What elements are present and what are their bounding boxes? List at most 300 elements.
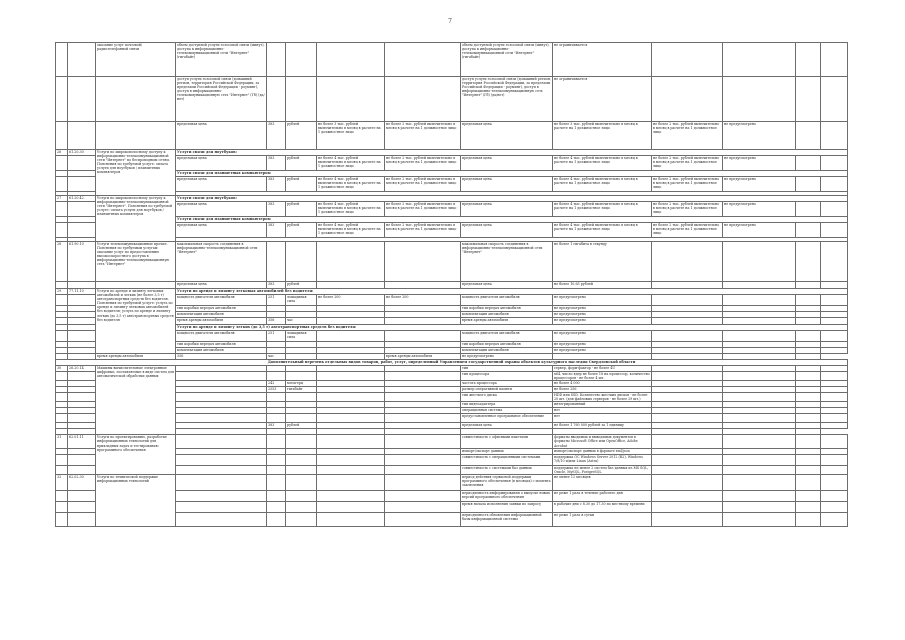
- table-cell: Услуги связи для ноутбуков:: [176, 196, 848, 202]
- table-cell: периодичность обновления информационной базы информационной системы: [461, 512, 553, 526]
- table-cell: [176, 435, 267, 448]
- table-cell: [652, 318, 723, 325]
- table-cell: [56, 512, 68, 526]
- table-cell: [821, 177, 848, 192]
- table-cell: рублей: [286, 223, 317, 238]
- table-cell: предельная цена: [176, 223, 267, 238]
- table-cell: x64, число ядер не более 18 на процессор, количество процессоров - не более 4 шт.: [554, 372, 650, 381]
- table-cell: [317, 414, 385, 423]
- table-row: [56, 242, 848, 282]
- table-cell: [68, 393, 96, 402]
- table-cell: период действия сервисной поддержки программного обеспечения (в месяцах) с момента заключения: [461, 474, 553, 490]
- table-cell: [385, 414, 461, 423]
- table-cell: не более 4 тыс. рублей включительно в месяц в расчете на 1 должностное лицо: [317, 156, 385, 171]
- table-cell: [821, 490, 848, 501]
- table-cell: нет: [553, 414, 652, 423]
- table-cell: [821, 435, 848, 448]
- table-cell: [56, 223, 68, 238]
- table-cell: 61.20.30: [68, 150, 96, 156]
- table-cell: [176, 501, 267, 512]
- table-cell: 62.02.30: [68, 474, 96, 490]
- table-cell: [317, 43, 385, 77]
- table-cell: не более 2 тыс. рублей включительно в месяц в расчете на 1 должностное лицо: [652, 156, 723, 171]
- table-cell: [286, 242, 317, 282]
- table-body: [56, 43, 848, 527]
- table-cell: [385, 43, 461, 77]
- table-cell: не более 4 тыс. рублей включительно в месяц в расчете на 1 должностное лицо: [317, 177, 385, 192]
- table-cell: [68, 372, 96, 381]
- table-cell: 27: [56, 196, 68, 202]
- table-cell: 383: [267, 223, 286, 238]
- table-cell: [68, 177, 96, 192]
- table-cell: нет: [553, 408, 652, 414]
- table-cell: не предусмотрено: [461, 354, 553, 360]
- table-cell: тип видеоадаптера: [461, 402, 553, 408]
- table-cell: [317, 454, 385, 465]
- table-cell: предельная цена: [176, 282, 267, 289]
- table-cell: 61.90.10: [68, 242, 96, 282]
- table-cell: предельная цена: [176, 122, 267, 150]
- table-cell: не более 2 тыс. рублей включительно в месяц в расчете на 1 должностное лицо: [385, 156, 461, 171]
- table-cell: [68, 122, 96, 150]
- table-cell: [56, 156, 68, 171]
- table-cell: [821, 372, 848, 381]
- table-cell: [385, 501, 461, 512]
- table-cell: [723, 501, 796, 512]
- table-cell: не более 200: [317, 295, 385, 306]
- table-cell: [267, 512, 286, 526]
- table-cell: не более 4 тыс. рублей включительно в месяц в расчете на 1 должностное лицо: [553, 177, 652, 192]
- table-cell: 356: [267, 318, 286, 325]
- table-cell: предустановленное программное обеспечение: [461, 414, 553, 423]
- table-cell: [796, 156, 821, 171]
- table-cell: [796, 474, 821, 490]
- table-cell: [176, 474, 267, 490]
- table-cell: [796, 295, 821, 306]
- table-cell: [56, 43, 68, 77]
- table-cell: [796, 372, 821, 381]
- table-cell: [652, 43, 723, 77]
- table-cell: тип: [461, 366, 553, 372]
- table-cell: тип коробки передач автомобиля: [176, 342, 267, 348]
- table-cell: не более 2 тыс. рублей включительно в месяц в расчете на 1 должностное лицо: [385, 122, 461, 150]
- table-cell: операционная система: [461, 408, 553, 414]
- table-cell: [796, 490, 821, 501]
- table-cell: [267, 77, 286, 122]
- table-cell: [652, 465, 723, 474]
- table-cell: 356: [176, 354, 267, 360]
- table-cell: 383: [267, 282, 286, 289]
- table-cell: [96, 77, 176, 122]
- table-cell: 77.11.10: [68, 289, 96, 295]
- table-cell: [56, 490, 68, 501]
- table-cell: [652, 490, 723, 501]
- table-cell: [286, 77, 317, 122]
- table-cell: не предусмотрено: [723, 202, 796, 217]
- table-cell: лошадиная сила: [286, 295, 317, 306]
- table-cell: [723, 490, 796, 501]
- table-cell: мощность двигателя автомобиля: [461, 295, 553, 306]
- table-cell: тип коробки передач автомобиля: [461, 342, 553, 348]
- table-cell: не ограничивается: [553, 43, 652, 77]
- table-cell: рублей: [286, 177, 317, 192]
- table-cell: не более 4 тыс. рублей включительно в месяц в расчете на 1 должностное лицо: [553, 202, 652, 217]
- table-cell: [56, 454, 68, 465]
- table-cell: не более 1 гигабита в секунду: [553, 242, 652, 282]
- table-cell: Машины вычислительные электронные цифровые, поставляемые в виде систем для автоматической обработки данных: [96, 366, 176, 435]
- table-cell: не более 200: [385, 295, 461, 306]
- table-cell: Услуги связи для планшетных компьютеров:: [176, 171, 848, 177]
- table-cell: [652, 454, 723, 465]
- table-cell: 383: [267, 423, 286, 429]
- table-cell: [68, 490, 96, 501]
- table-cell: [385, 282, 461, 289]
- table-cell: предельная цена: [461, 122, 553, 150]
- table-cell: мощность двигателя автомобиля: [461, 331, 553, 342]
- table-cell: [723, 318, 796, 325]
- table-cell: не менее 12 месяцев: [553, 474, 652, 490]
- table-cell: [267, 474, 286, 490]
- table-cell: [267, 435, 286, 448]
- table-cell: время аренды автомобиля: [385, 354, 461, 360]
- table-cell: [286, 512, 317, 526]
- table-cell: импорт/экспорт данных в формате xml/json: [553, 448, 652, 454]
- table-cell: 383: [267, 156, 286, 171]
- table-cell: [68, 465, 96, 474]
- table-cell: 32: [56, 474, 68, 490]
- table-cell: не более 4 тыс. рублей включительно в месяц в расчете на 1 должностное лицо: [553, 223, 652, 238]
- table-cell: не более 256: [553, 387, 652, 393]
- table-cell: [796, 414, 821, 423]
- table-cell: [821, 156, 848, 171]
- table-cell: мощность двигателя автомобиля: [176, 331, 267, 342]
- table-cell: [267, 465, 286, 474]
- table-cell: HDD или SSD. Количество жестких дисков - не более 20 шт. (для файловых серверов - не более 29 шт.): [553, 393, 652, 402]
- table-cell: [56, 282, 68, 289]
- table-cell: [821, 465, 848, 474]
- table-cell: Услуги по технической поддержке информационных технологий: [96, 474, 176, 526]
- table-cell: 30: [56, 366, 68, 372]
- table-cell: [796, 501, 821, 512]
- table-cell: [317, 393, 385, 402]
- table-cell: не предусмотрено: [553, 306, 652, 312]
- table-cell: [56, 295, 68, 306]
- table-cell: [56, 331, 68, 342]
- table-cell: [385, 512, 461, 526]
- table-cell: 383: [267, 202, 286, 217]
- table-cell: не более 2 тыс. рублей включительно в месяц в расчете на 1 должностное лицо: [652, 177, 723, 192]
- table-cell: 242: [267, 381, 286, 387]
- table-cell: [176, 512, 267, 526]
- table-cell: [821, 295, 848, 306]
- table-cell: [56, 202, 68, 217]
- table-cell: комплектация автомобиля: [176, 312, 267, 318]
- table-cell: [796, 177, 821, 192]
- table-cell: [96, 122, 176, 150]
- table-cell: комплектация автомобиля: [461, 348, 553, 354]
- table-row: [56, 122, 848, 150]
- table-cell: [723, 242, 796, 282]
- table-cell: поддержка ОС Windows Server 2012 (R2), Windows 7/8/10 и/или Linux (Astra): [553, 454, 652, 465]
- table-cell: [68, 331, 96, 342]
- table-cell: не более 2 тыс. рублей включительно в месяц в расчете на 1 должностное лицо: [385, 223, 461, 238]
- table-cell: 29: [56, 289, 68, 295]
- table-cell: Услуги связи для ноутбуков:: [176, 150, 848, 156]
- table-cell: предельная цена: [176, 202, 267, 217]
- table-cell: [385, 372, 461, 381]
- table-row: [56, 474, 848, 490]
- table-cell: Услуги связи для планшетных компьютеров:: [176, 217, 848, 223]
- table-cell: не предусмотрено: [553, 331, 652, 342]
- table-cell: [267, 501, 286, 512]
- table-cell: [796, 223, 821, 238]
- table-cell: не более 2 тыс. рублей включительно в месяц в расчете на 1 должностное лицо: [385, 177, 461, 192]
- table-cell: не более 4 000: [553, 381, 652, 387]
- table-cell: рублей: [286, 122, 317, 150]
- table-cell: [317, 465, 385, 474]
- table-cell: тип коробки передач автомобиля: [461, 306, 553, 312]
- table-cell: [821, 202, 848, 217]
- table-cell: не предусмотрено: [723, 156, 796, 171]
- table-cell: Услуги по широкополосному доступу к информационно-телекоммуникационной сети "Интернет". Пояснения по требуемой услуге: оплата услуги для ноутбуков / планшетных компьютеров: [96, 196, 176, 242]
- table-cell: тип коробки передач автомобиля: [176, 306, 267, 312]
- table-cell: [267, 454, 286, 465]
- table-cell: форматы вводимых и выводимых документов в форматы Microsoft Office или OpenOffice, Adobe Acrobat: [553, 435, 652, 448]
- table-cell: совместимость с системами баз данных: [461, 465, 553, 474]
- table-cell: [176, 465, 267, 474]
- table-cell: [286, 474, 317, 490]
- table-cell: Услуги по широкополосному доступу к информационно-телекоммуникационной сети "Интернет" по беспроводным сетям. Пояснения по требуемой услуге: оплата услуги для ноутбуков / планшетных компьютеров: [96, 150, 176, 196]
- table-cell: предельная цена: [461, 423, 553, 429]
- table-cell: время аренды автомобиля: [461, 318, 553, 325]
- table-cell: [267, 43, 286, 77]
- table-cell: не реже 1 раза в сутки: [553, 512, 652, 526]
- table-cell: мегагерц: [286, 381, 317, 387]
- table-cell: [56, 372, 68, 381]
- table-cell: [821, 77, 848, 122]
- table-cell: 26: [56, 150, 68, 156]
- table-cell: не более 3 тыс. рублей включительно в месяц в расчете на 1 должностное лицо: [317, 122, 385, 150]
- table-cell: [317, 490, 385, 501]
- table-cell: предельная цена: [461, 177, 553, 192]
- table-cell: предельная цена: [176, 156, 267, 171]
- table-cell: размер оперативной памяти: [461, 387, 553, 393]
- table-cell: [68, 282, 96, 289]
- table-cell: 31: [56, 435, 68, 448]
- table-cell: [286, 501, 317, 512]
- table-cell: [317, 474, 385, 490]
- table-cell: комплектация автомобиля: [461, 312, 553, 318]
- table-cell: [68, 156, 96, 171]
- table-cell: [796, 454, 821, 465]
- table-cell: [286, 43, 317, 77]
- table-cell: [317, 501, 385, 512]
- table-cell: [723, 77, 796, 122]
- table-cell: [267, 414, 286, 423]
- table-cell: [723, 393, 796, 402]
- table-cell: Дополнительный перечень отдельных видов товаров, работ, услуг, определенный Управлением государственной охраны объектов культурного наследия Свердловской области: [56, 360, 848, 366]
- table-cell: [821, 318, 848, 325]
- table-cell: [286, 414, 317, 423]
- table-cell: не предусмотрено: [553, 348, 652, 354]
- table-cell: 251: [267, 295, 286, 306]
- table-cell: не более 2 тыс. рублей включительно в месяц в расчете на 1 должностное лицо: [652, 122, 723, 150]
- table-cell: [821, 501, 848, 512]
- table-cell: не более 3 тыс. рублей включительно в месяц в расчете на 1 должностное лицо: [553, 122, 652, 150]
- table-cell: [317, 77, 385, 122]
- table-cell: [385, 242, 461, 282]
- table-cell: импорт/экспорт данных: [461, 448, 553, 454]
- table-cell: [723, 474, 796, 490]
- table-cell: в рабочие дни с 8.30 до 17.30 по местному времени: [553, 501, 652, 512]
- table-cell: не более 10,65 рублей: [553, 282, 652, 289]
- table-cell: [56, 465, 68, 474]
- table-cell: максимальная скорость соединения в информационно-телекоммуникационной сети "Интернет": [176, 242, 267, 282]
- table-cell: [286, 393, 317, 402]
- table-cell: оказание услуг почтовой/ радиотелефонной связи: [96, 43, 176, 77]
- table-cell: [821, 242, 848, 282]
- page-number: 7: [448, 18, 452, 25]
- table-cell: тип процессора: [461, 372, 553, 381]
- table-cell: [317, 242, 385, 282]
- table-cell: 61.20.42: [68, 196, 96, 202]
- table-cell: не предусмотрено: [723, 177, 796, 192]
- table-cell: [385, 490, 461, 501]
- table-cell: [56, 318, 68, 325]
- table-cell: [821, 331, 848, 342]
- table-cell: не более 2 тыс. рублей включительно в месяц в расчете на 1 должностное лицо: [652, 202, 723, 217]
- table-cell: [56, 77, 68, 122]
- table-cell: [821, 43, 848, 77]
- table-cell: [385, 318, 461, 325]
- table-cell: [652, 372, 723, 381]
- table-cell: [821, 454, 848, 465]
- table-cell: [68, 318, 96, 325]
- table-cell: [267, 242, 286, 282]
- table-cell: [796, 43, 821, 77]
- table-cell: [68, 414, 96, 423]
- table-cell: [652, 474, 723, 490]
- table-cell: предельная цена: [461, 156, 553, 171]
- table-cell: [821, 122, 848, 150]
- table-cell: периодичность информирования о выпуске новых версий программного обеспечения: [461, 490, 553, 501]
- table-cell: [317, 318, 385, 325]
- table-cell: совместимость с офисными пакетами: [461, 435, 553, 448]
- table-cell: [723, 282, 796, 289]
- table-cell: [286, 435, 317, 448]
- table-cell: [796, 465, 821, 474]
- table-cell: 383: [267, 177, 286, 192]
- table-row: [56, 43, 848, 77]
- table-cell: [796, 282, 821, 289]
- table-cell: мощность двигателя автомобиля: [176, 295, 267, 306]
- table-cell: [68, 202, 96, 217]
- table-cell: предельная цена: [461, 223, 553, 238]
- table-cell: [176, 372, 267, 381]
- table-cell: [652, 282, 723, 289]
- table-cell: [286, 490, 317, 501]
- table-cell: [652, 435, 723, 448]
- table-cell: [317, 282, 385, 289]
- table-cell: [385, 77, 461, 122]
- table-cell: 26.20.14: [68, 366, 96, 372]
- table-cell: объем доступной услуги голосовой связи (минут), доступа к информационно-телекоммуникационной сети "Интернет" (гигабайт): [461, 43, 553, 77]
- table-cell: [68, 223, 96, 238]
- table-row: [56, 77, 848, 122]
- table-cell: [96, 282, 176, 289]
- table-cell: интегрированный: [553, 402, 652, 408]
- table-cell: 62.01.11: [68, 435, 96, 448]
- table-cell: [821, 512, 848, 526]
- table-cell: [821, 223, 848, 238]
- table-cell: [723, 372, 796, 381]
- table-cell: [385, 474, 461, 490]
- table-cell: [723, 465, 796, 474]
- table-cell: рублей: [286, 202, 317, 217]
- table-cell: [56, 414, 68, 423]
- table-cell: 28: [56, 242, 68, 282]
- table-cell: не более 2 тыс. рублей включительно в месяц в расчете на 1 должностное лицо: [652, 223, 723, 238]
- table-cell: [652, 295, 723, 306]
- table-cell: [176, 454, 267, 465]
- table-cell: [652, 414, 723, 423]
- table-cell: не предусмотрено: [553, 295, 652, 306]
- table-cell: [68, 512, 96, 526]
- table-cell: не предусмотрено: [553, 312, 652, 318]
- table-cell: [317, 435, 385, 448]
- table-cell: поддержка не менее 2 систем баз данных из MS SQL, Oracle, MySQL, PostgreSQL: [553, 465, 652, 474]
- table-cell: 251: [267, 331, 286, 342]
- table-cell: доступ услуги голосовой связи (домашний регион, территория Российской Федерации, за пределами Российской Федерации - роуминг), доступ в информационно-телекоммуникационную сеть "Интернет" (Гб) (да/нет): [176, 77, 267, 122]
- table-cell: час: [267, 354, 286, 360]
- table-cell: [796, 512, 821, 526]
- table-cell: [68, 77, 96, 122]
- table-cell: [652, 242, 723, 282]
- table-cell: не более 4 тыс. рублей включительно в месяц в расчете на 1 должностное лицо: [553, 156, 652, 171]
- table-cell: [652, 331, 723, 342]
- table-cell: не ограничивается: [553, 77, 652, 122]
- table-cell: [796, 202, 821, 217]
- table-cell: время аренды автомобиля: [96, 354, 176, 360]
- table-cell: [385, 465, 461, 474]
- table-cell: 2553: [267, 387, 286, 393]
- table-cell: предельная цена: [176, 177, 267, 192]
- specification-table: [55, 42, 848, 527]
- table-cell: Услуги по аренде и лизингу легковых автомобилей и легких (не более 3,5 т) автотранспортных средств без водителя. Пояснения по требуемой услуге: услуга по аренде и лизингу легковых автомобилей без водителя; услуга по аренде и лизингу легких (до 3,5 т) автотранспортных средств без водителя: [96, 289, 176, 354]
- table-cell: 383: [267, 122, 286, 150]
- table-cell: [723, 331, 796, 342]
- table-cell: [267, 490, 286, 501]
- table-cell: [723, 295, 796, 306]
- table-cell: комплектация автомобиля: [176, 348, 267, 354]
- table-cell: [267, 372, 286, 381]
- table-cell: [68, 501, 96, 512]
- table-cell: час: [286, 318, 317, 325]
- table-cell: [723, 43, 796, 77]
- table-cell: объем доступной услуги голосовой связи (минут), доступа к информационно-телекоммуникационной сети "Интернет" (гигабайт): [176, 43, 267, 77]
- table-cell: [267, 393, 286, 402]
- table-cell: рублей: [286, 282, 317, 289]
- table-cell: не более 4 тыс. рублей включительно в месяц в расчете на 1 должностное лицо: [317, 223, 385, 238]
- table-cell: [286, 465, 317, 474]
- table-cell: не предусмотрено: [723, 223, 796, 238]
- table-cell: доступ услуги голосовой связи (домашний регион, территория Российской Федерации, за пределами Российской Федерации - роуминг), доступ в информационно-телекоммуникационную сеть "Интернет" (Гб) (да/нет): [461, 77, 553, 122]
- table-cell: [176, 393, 267, 402]
- table-cell: [796, 331, 821, 342]
- table-cell: Услуги по аренде и лизингу легких (до 3,5 т) автотранспортных средств без водителя:: [176, 325, 848, 331]
- table-cell: не более 1 760 000 рублей за 1 единицу: [553, 423, 652, 429]
- table-cell: не предусмотрено: [553, 342, 652, 348]
